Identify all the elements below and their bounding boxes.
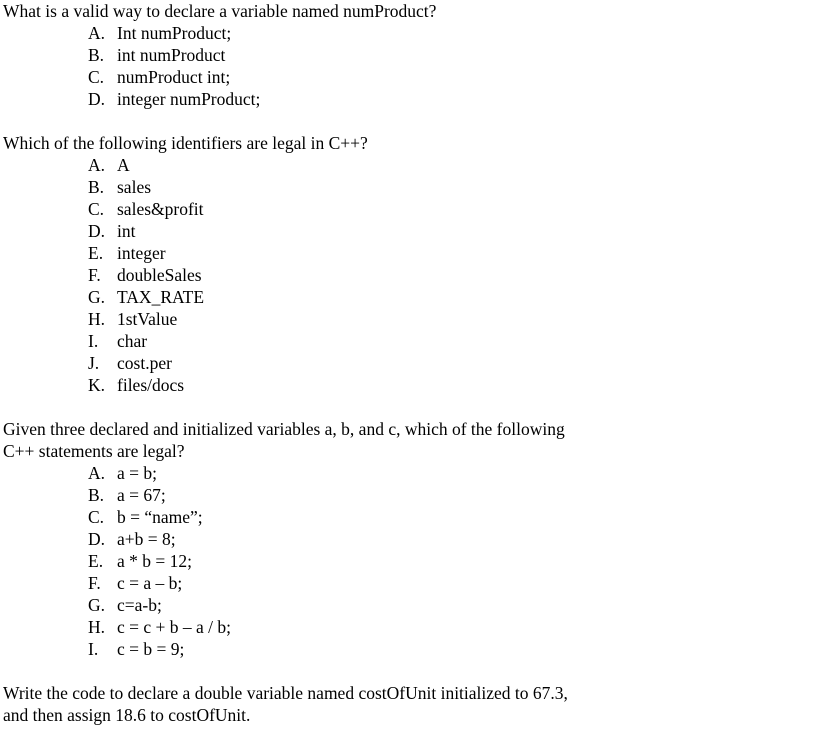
option-letter: H. <box>88 309 106 329</box>
option-letter: C. <box>88 199 105 219</box>
option-text: a * b = 12; <box>117 551 192 571</box>
option-item <box>3 286 819 308</box>
option-item <box>3 528 819 550</box>
option-text: c = a – b; <box>117 573 183 593</box>
option-text: b = “name”; <box>117 507 203 527</box>
question-text: and then assign 18.6 to costOfUnit. <box>3 705 251 725</box>
option-text: c = c + b – a / b; <box>117 617 232 637</box>
question-3 <box>3 418 819 660</box>
option-item <box>3 616 819 638</box>
option-item <box>3 220 819 242</box>
option-letter: A. <box>88 23 106 43</box>
option-item <box>3 44 819 66</box>
question-text: What is a valid way to declare a variable named numProduct? <box>3 1 437 21</box>
option-text: integer numProduct; <box>117 89 261 109</box>
option-letter: I. <box>88 331 99 351</box>
option-item <box>3 352 819 374</box>
option-letter: D. <box>88 221 106 241</box>
option-letter: C. <box>88 67 105 87</box>
question-text: C++ statements are legal? <box>3 441 185 461</box>
option-letter: G. <box>88 595 106 615</box>
option-letter: H. <box>88 617 106 637</box>
option-item <box>3 88 819 110</box>
option-text: 1stValue <box>117 309 178 329</box>
option-item <box>3 242 819 264</box>
option-list <box>3 462 819 660</box>
option-item <box>3 638 819 660</box>
option-text: cost.per <box>117 353 172 373</box>
question-text: Which of the following identifiers are legal in C++? <box>3 133 368 153</box>
option-letter: E. <box>88 551 104 571</box>
option-item <box>3 374 819 396</box>
option-text: int <box>117 221 136 241</box>
option-item <box>3 66 819 88</box>
option-list <box>3 154 819 396</box>
question-text: Given three declared and initialized variables a, b, and c, which of the following <box>3 419 565 439</box>
option-item <box>3 484 819 506</box>
option-letter: B. <box>88 177 105 197</box>
option-text: c=a-b; <box>117 595 162 615</box>
option-text: a = 67; <box>117 485 166 505</box>
option-text: a+b = 8; <box>117 529 176 549</box>
question-4 <box>3 682 819 726</box>
option-letter: K. <box>88 375 106 395</box>
option-text: TAX_RATE <box>117 287 205 307</box>
question-text: Write the code to declare a double variable named costOfUnit initialized to 67.3, <box>3 683 568 703</box>
option-letter: G. <box>88 287 106 307</box>
option-text: integer <box>117 243 166 263</box>
option-text: doubleSales <box>117 265 202 285</box>
option-item <box>3 176 819 198</box>
option-text: sales&profit <box>117 199 204 219</box>
option-item <box>3 594 819 616</box>
option-letter: F. <box>88 265 101 285</box>
option-item <box>3 550 819 572</box>
option-letter: B. <box>88 485 105 505</box>
option-letter: B. <box>88 45 105 65</box>
option-letter: I. <box>88 639 99 659</box>
option-letter: A. <box>88 155 106 175</box>
option-item <box>3 506 819 528</box>
question-2 <box>3 132 819 396</box>
option-item <box>3 462 819 484</box>
option-text: Int numProduct; <box>117 23 232 43</box>
option-letter: D. <box>88 529 106 549</box>
option-text: numProduct int; <box>117 67 231 87</box>
option-item <box>3 572 819 594</box>
option-text: char <box>117 331 148 351</box>
option-letter: J. <box>88 353 100 373</box>
option-letter: A. <box>88 463 106 483</box>
option-item <box>3 198 819 220</box>
option-item <box>3 330 819 352</box>
option-item <box>3 308 819 330</box>
option-item <box>3 264 819 286</box>
option-list <box>3 22 819 110</box>
option-item <box>3 154 819 176</box>
option-letter: E. <box>88 243 104 263</box>
option-text: int numProduct <box>117 45 226 65</box>
option-text: a = b; <box>117 463 157 483</box>
document-body <box>3 0 819 726</box>
option-item <box>3 22 819 44</box>
option-text: c = b = 9; <box>117 639 185 659</box>
question-1 <box>3 0 819 110</box>
option-letter: F. <box>88 573 101 593</box>
option-letter: D. <box>88 89 106 109</box>
option-text: sales <box>117 177 152 197</box>
option-letter: C. <box>88 507 105 527</box>
option-text: A <box>117 155 130 175</box>
option-text: files/docs <box>117 375 185 395</box>
